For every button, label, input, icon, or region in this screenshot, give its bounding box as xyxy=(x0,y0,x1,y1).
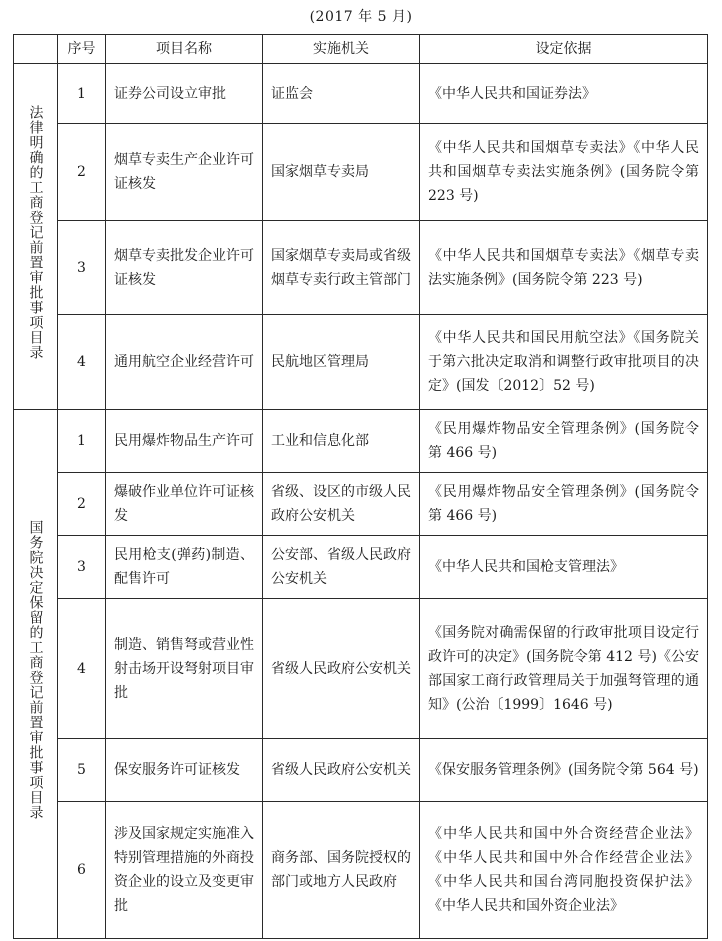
table-row xyxy=(14,802,708,939)
agency-cell: 民航地区管理局 xyxy=(263,315,420,410)
item-name-cell: 民用爆炸物品生产许可 xyxy=(106,410,263,473)
seq-cell: 2 xyxy=(58,124,106,221)
table-row xyxy=(14,64,708,124)
table-row xyxy=(14,739,708,802)
table-row xyxy=(14,315,708,410)
basis-cell: 《民用爆炸物品安全管理条例》(国务院令第 466 号) xyxy=(420,473,708,536)
basis-cell: 《中华人民共和国烟草专卖法》《烟草专卖法实施条例》(国务院令第 223 号) xyxy=(420,221,708,315)
seq-cell: 4 xyxy=(58,315,106,410)
item-name-cell: 烟草专卖批发企业许可证核发 xyxy=(106,221,263,315)
seq-cell: 4 xyxy=(58,599,106,739)
agency-cell: 省级、设区的市级人民政府公安机关 xyxy=(263,473,420,536)
category-cell xyxy=(14,410,58,939)
agency-cell: 商务部、国务院授权的部门或地方人民政府 xyxy=(263,802,420,939)
table-row xyxy=(14,410,708,473)
agency-cell: 工业和信息化部 xyxy=(263,410,420,473)
header-seq: 序号 xyxy=(58,35,106,64)
agency-cell: 证监会 xyxy=(263,64,420,124)
basis-cell: 《中华人民共和国中外合资经营企业法》《中华人民共和国中外合作经营企业法》《中华人民共和国台湾同胞投资保护法》《中华人民共和国外资企业法》 xyxy=(420,802,708,939)
seq-cell: 3 xyxy=(58,221,106,315)
basis-cell: 《中华人民共和国民用航空法》《国务院关于第六批决定取消和调整行政审批项目的决定》(国发〔2012〕52 号) xyxy=(420,315,708,410)
category-label: 法律明确的工商登记前置审批事项目录 xyxy=(27,105,44,360)
header-row xyxy=(14,35,708,64)
basis-cell: 《中华人民共和国枪支管理法》 xyxy=(420,536,708,599)
table-row xyxy=(14,473,708,536)
item-name-cell: 证券公司设立审批 xyxy=(106,64,263,124)
agency-cell: 公安部、省级人民政府公安机关 xyxy=(263,536,420,599)
table-row xyxy=(14,599,708,739)
table-row xyxy=(14,536,708,599)
basis-cell: 《民用爆炸物品安全管理条例》(国务院令第 466 号) xyxy=(420,410,708,473)
seq-cell: 1 xyxy=(58,410,106,473)
item-name-cell: 制造、销售弩或营业性射击场开设弩射项目审批 xyxy=(106,599,263,739)
item-name-cell: 民用枪支(弹药)制造、配售许可 xyxy=(106,536,263,599)
agency-cell: 国家烟草专卖局 xyxy=(263,124,420,221)
item-name-cell: 保安服务许可证核发 xyxy=(106,739,263,802)
category-cell xyxy=(14,64,58,410)
agency-cell: 国家烟草专卖局或省级烟草专卖行政主管部门 xyxy=(263,221,420,315)
header-basis: 设定依据 xyxy=(420,35,708,64)
agency-cell: 省级人民政府公安机关 xyxy=(263,739,420,802)
approval-items-table xyxy=(13,34,708,939)
item-name-cell: 烟草专卖生产企业许可证核发 xyxy=(106,124,263,221)
header-agency: 实施机关 xyxy=(263,35,420,64)
category-label: 国务院决定保留的工商登记前置审批事项目录 xyxy=(27,520,44,820)
seq-cell: 5 xyxy=(58,739,106,802)
basis-cell: 《中华人民共和国烟草专卖法》《中华人民共和国烟草专卖法实施条例》(国务院令第 223 号) xyxy=(420,124,708,221)
item-name-cell: 涉及国家规定实施准入特别管理措施的外商投资企业的设立及变更审批 xyxy=(106,802,263,939)
seq-cell: 3 xyxy=(58,536,106,599)
seq-cell: 2 xyxy=(58,473,106,536)
seq-cell: 1 xyxy=(58,64,106,124)
basis-cell: 《中华人民共和国证券法》 xyxy=(420,64,708,124)
item-name-cell: 通用航空企业经营许可 xyxy=(106,315,263,410)
basis-cell: 《国务院对确需保留的行政审批项目设定行政许可的决定》(国务院令第 412 号)《公安部国家工商行政管理局关于加强弩管理的通知》(公治〔1999〕1646 号) xyxy=(420,599,708,739)
basis-cell: 《保安服务管理条例》(国务院令第 564 号) xyxy=(420,739,708,802)
table-row xyxy=(14,221,708,315)
date-line: (2017 年 5 月) xyxy=(309,9,413,25)
table-row xyxy=(14,124,708,221)
agency-cell: 省级人民政府公安机关 xyxy=(263,599,420,739)
item-name-cell: 爆破作业单位许可证核发 xyxy=(106,473,263,536)
table-body xyxy=(14,64,708,939)
header-blank xyxy=(14,35,58,64)
seq-cell: 6 xyxy=(58,802,106,939)
header-item-name: 项目名称 xyxy=(106,35,263,64)
